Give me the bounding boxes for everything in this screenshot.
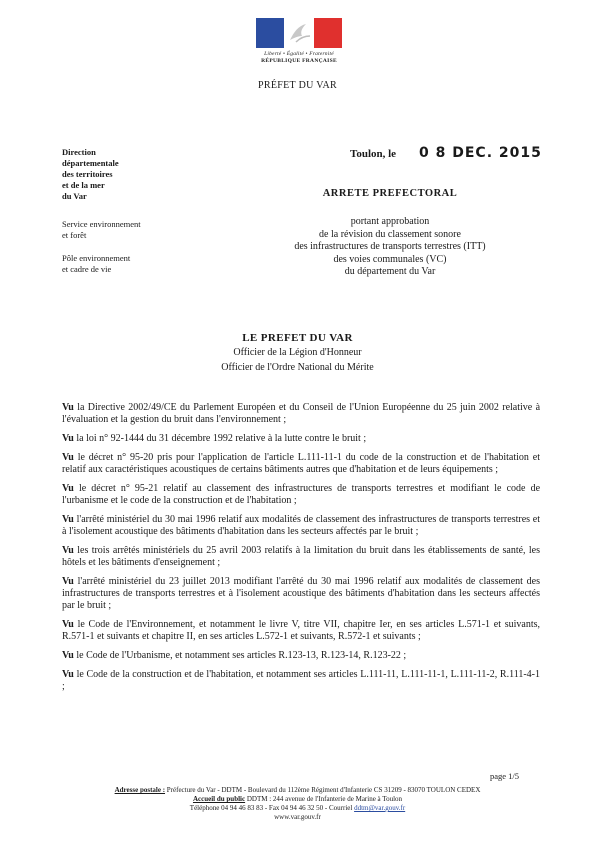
republic-name: RÉPUBLIQUE FRANÇAISE — [261, 58, 337, 64]
consideration-item: Vu la Directive 2002/49/CE du Parlement Européen et du Conseil de l'Union Européenne du 25 juin 2002 relative à l'évaluation et la gestion du bruit dans l'environnement ; — [62, 402, 541, 425]
considerations-list — [62, 402, 540, 700]
consideration-item: Vu le Code de l'Urbanisme, et notamment ses articles R.123-13, R.123-14, R.123-22 ; — [62, 650, 407, 661]
subtitle-line: des infrastructures de transports terrestres (ITT) — [294, 241, 486, 252]
subtitle-line: du département du Var — [344, 266, 436, 277]
footer-reception: Accueil du public DDTM : 244 avenue de l'Infanterie de Marine à Toulon — [192, 795, 403, 803]
subtitle-line: de la révision du classement sonore — [319, 228, 461, 240]
website-link[interactable]: www.var.gouv.fr — [274, 813, 321, 821]
direction-line: départementale — [62, 158, 119, 168]
direction-block — [62, 147, 119, 202]
email-link[interactable]: ddtm@var.gouv.fr — [354, 804, 406, 812]
direction-line: Direction — [62, 147, 96, 157]
marianne-logo — [256, 18, 342, 68]
consideration-item: Vu le Code de la construction et de l'habitation, et notamment ses articles L.111-11, L.111-11-1, L.111-11-2, R.111-4-1 ; — [62, 669, 540, 692]
document-subtitle — [240, 216, 540, 279]
republic-motto: Liberté • Égalité • Fraternité — [264, 51, 334, 57]
authority-line: Officier de l'Ordre National du Mérite — [221, 362, 374, 373]
prefecture-name: PRÉFET DU VAR — [258, 80, 337, 91]
direction-line: du Var — [62, 191, 87, 201]
service-line: et forêt — [62, 230, 87, 240]
pole-block — [62, 253, 130, 275]
consideration-item: Vu le Code de l'Environnement, et notamment le livre V, titre VII, chapitre Ier, en ses articles L.571-1 et suivants, R.571-1 et suivants et chapitre II, en ses articles L.572-1 et suivants, R.572-1 et suivants ; — [62, 619, 540, 642]
page-number: page 1/5 — [490, 771, 520, 781]
footer — [0, 786, 595, 822]
consideration-item: Vu la loi n° 92-1444 du 31 décembre 1992 relative à la lutte contre le bruit ; — [62, 433, 367, 444]
pole-line: Pôle environnement — [62, 253, 131, 263]
direction-line: et de la mer — [62, 180, 105, 190]
french-flag-icon — [256, 18, 342, 48]
authority-title: LE PREFET DU VAR — [242, 332, 353, 344]
pole-line: et cadre de vie — [62, 264, 112, 274]
footer-contact: Téléphone 04 94 46 83 83 - Fax 04 94 46 32 50 - Courriel ddtm@var.gouv.fr — [189, 804, 406, 812]
subtitle-line: portant approbation — [350, 216, 430, 227]
date-stamp: 0 8 DEC. 2015 — [419, 145, 542, 161]
document-title: ARRETE PREFECTORAL — [322, 188, 458, 199]
direction-line: des territoires — [62, 169, 113, 179]
footer-address: Adresse postale : Préfecture du Var - DDTM - Boulevard du 112ème Régiment d'Infanterie CS 31209 - 83070 TOULON CEDEX — [114, 786, 481, 794]
place-label: Toulon, le — [350, 148, 397, 160]
consideration-item: Vu le décret n° 95-20 pris pour l'application de l'article L.111-11-1 du code de la construction et de l'habitation et relatif aux caractéristiques acoustiques de certains bâtiments autres que d'habitation et de leurs équipements ; — [62, 452, 541, 475]
consideration-item: Vu l'arrêté ministériel du 30 mai 1996 relatif aux modalités de classement des infrastructures de transports terrestres et à l'isolement acoustique des bâtiments d'habitation dans les secteurs affectés par le bruit ; — [62, 514, 540, 537]
consideration-item: Vu le décret n° 95-21 relatif au classement des infrastructures de transports terrestres et modifiant le code de l'urbanisme et le code de la construction et de l'habitation ; — [62, 483, 541, 506]
authority-line: Officier de la Légion d'Honneur — [233, 347, 362, 358]
subtitle-line: des voies communales (VC) — [333, 253, 447, 265]
consideration-item: Vu les trois arrêtés ministériels du 25 avril 2003 relatifs à la limitation du bruit dans les établissements de santé, les hôtels et les bâtiments d'enseignement ; — [62, 545, 541, 568]
service-line: Service environnement — [62, 219, 141, 229]
consideration-item: Vu l'arrêté ministériel du 23 juillet 2013 modifiant l'arrêté du 30 mai 1996 relatif aux modalités de classement des infrastructures de transports terrestres et à l'isolement acoustique des bâtiments d'habitation dans les secteurs affectés par le bruit ; — [62, 576, 540, 611]
service-block — [62, 219, 141, 241]
